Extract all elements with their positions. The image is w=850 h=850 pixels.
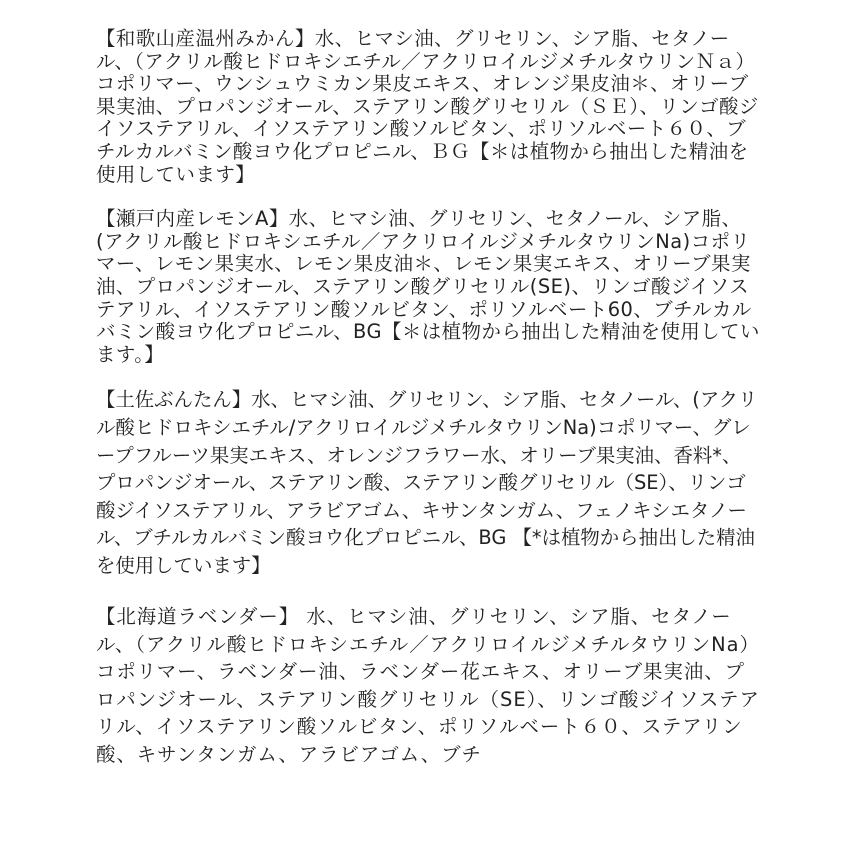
ingredients-setouchi-lemon (96, 208, 760, 366)
ingredients-tosa-buntan (96, 386, 760, 579)
ingredient-list-page (96, 28, 760, 768)
ingredients-wakayama-mikan (96, 28, 760, 186)
ingredients-text: 【北海道ラベンダー】 水、ヒマシ油、グリセリン、シア脂、セタノール、（アクリル酸ヒドロキシエチル／アクリロイルジメチルタウリンNa）コポリマー、ラベンダー油、ラベンダー花エキス、オリーブ果実油、プロパンジオール、ステアリン酸グリセリル（SE）、リンゴ酸ジイソステアリル、イソステアリン酸ソルビタン、ポリソルベート６０、ステアリン酸、キサンタンガム、アラビアゴム、ブチ (96, 605, 760, 766)
ingredients-hokkaido-lavender (96, 603, 760, 767)
ingredients-text: 【土佐ぶんたん】水、ヒマシ油、グリセリン、シア脂、セタノール、(アクリル酸ヒドロキシエチル/アクリロイルジメチルタウリンNa)コポリマー、グレープフルーツ果実エキス、オレンジフラワー水、オリーブ果実油、香料*、プロパンジオール、ステアリン酸、ステアリン酸グリセリル（SE）、リンゴ酸ジイソステアリル、アラビアゴム、キサンタンガム、フェノキシエタノール、ブチルカルバミン酸ヨウ化プロピニル、BG 【*は植物から抽出した精油を使用しています】 (96, 388, 758, 577)
ingredients-text: 【瀬戸内産レモンA】水、ヒマシ油、グリセリン、セタノール、シア脂、(アクリル酸ヒドロキシエチル／アクリロイルジメチルタウリンNa)コポリマー、レモン果実水、レモン果皮油＊、レモン果実エキス、オリーブ果実油、プロパンジオール、ステアリン酸グリセリル(SE)、リンゴ酸ジイソステアリル、イソステアリン酸ソルビタン、ポリソルベート60、ブチルカルバミン酸ヨウ化プロピニル、BG【＊は植物から抽出した精油を使用しています。】 (96, 207, 760, 366)
ingredients-text: 【和歌山産温州みかん】水、ヒマシ油、グリセリン、シア脂、セタノール、（アクリル酸ヒドロキシエチル／アクリロイルジメチルタウリンＮａ）コポリマー、ウンシュウミカン果皮エキス、オレンジ果皮油＊、オリーブ果実油、プロパンジオール、ステアリン酸グリセリル（ＳＥ）、リンゴ酸ジイソステアリル、イソステアリン酸ソルビタン、ポリソルベート６０、ブチルカルバミン酸ヨウ化プロピニル、ＢＧ【＊は植物から抽出した精油を使用しています】 (96, 27, 759, 186)
